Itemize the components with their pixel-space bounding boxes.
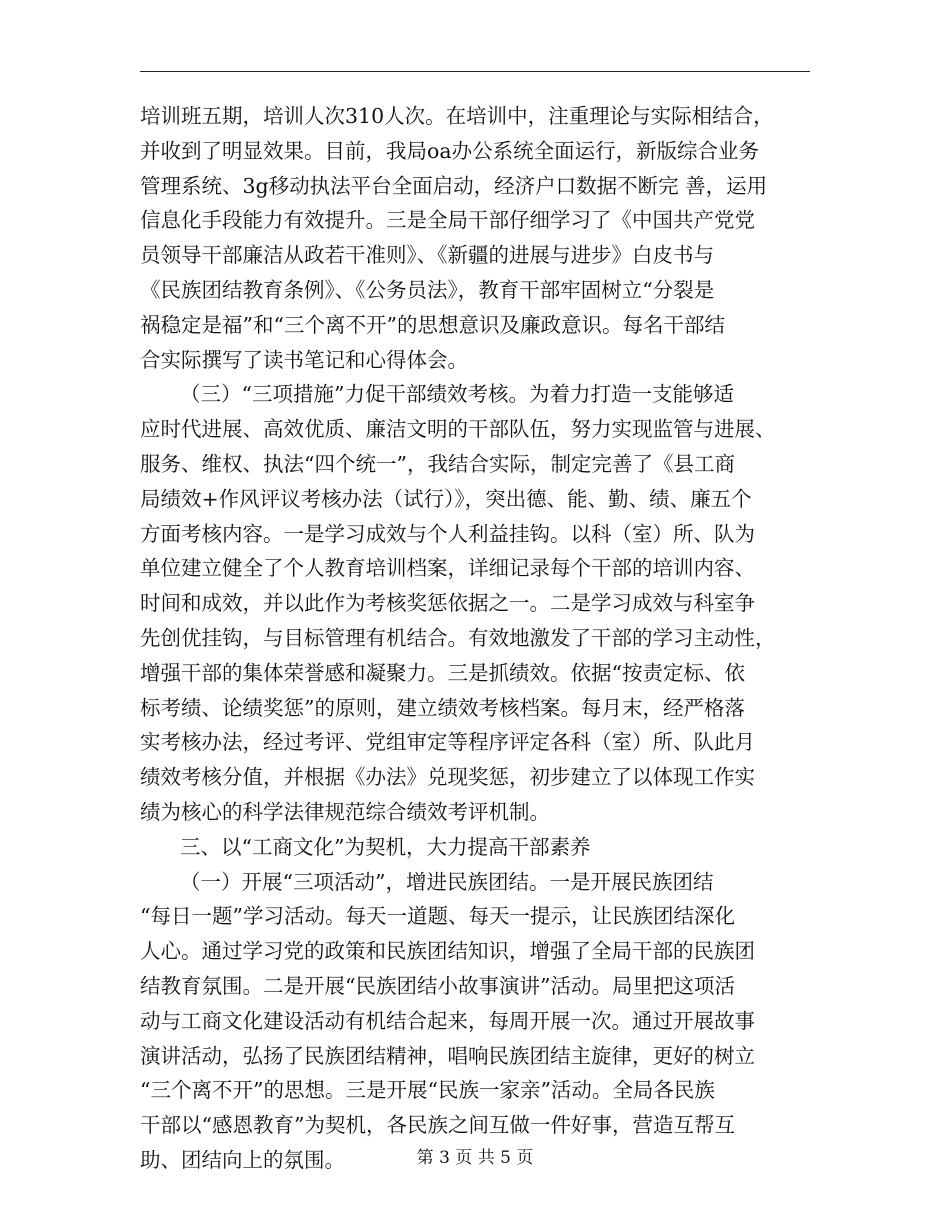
paragraph-heading-line: （三）“三项措施”力促干部绩效考核。为着力打造一支能够适 — [180, 382, 734, 407]
text-line: 《民族团结教育条例》、《公务员法》，教育干部牢固树立“分裂是 — [140, 277, 715, 302]
text-line: 并收到了明显效果。目前，我局oa办公系统全面运行，新版综合业务 — [140, 138, 760, 163]
text-line: 祸稳定是福”和“三个离不开”的思想意识及廉政意识。每名干部结 — [140, 312, 725, 337]
paragraph-heading-line: （一）开展“三项活动”，增进民族团结。一是开展民族团结 — [180, 869, 714, 894]
text-line: 增强干部的集体荣誉感和凝聚力。三是抓绩效。依据“按责定标、依 — [140, 660, 745, 685]
text-line: 助、团结向上的氛围。 — [140, 1147, 345, 1172]
text-line: 时间和成效，并以此作为考核奖惩依据之一。二是学习成效与科室争 — [140, 591, 755, 616]
text-line: 合实际撰写了读书笔记和心得体会。 — [140, 347, 468, 372]
text-line: 培训班五期，培训人次310人次。在培训中，注重理论与实际相结合， — [140, 104, 774, 128]
text-line: “每日一题”学习活动。每天一道题、每天一提示，让民族团结深化 — [140, 904, 735, 929]
document-body — [140, 99, 810, 1178]
text-line: “三个离不开”的思想。三是开展“民族一家亲”活动。全局各民族 — [140, 1078, 715, 1103]
text-line: 绩效考核分值，并根据《办法》兑现奖惩，初步建立了以体现工作实 — [140, 765, 755, 790]
header-rule — [140, 71, 810, 72]
text-line: 结教育氛围。二是开展“民族团结小故事演讲”活动。局里把这项活 — [140, 973, 735, 998]
text-line: 标考绩、论绩奖惩”的原则，建立绩效考核档案。每月末，经严格落 — [140, 695, 745, 720]
text-line: 干部以“感恩教育”为契机，各民族之间互做一件好事，营造互帮互 — [140, 1113, 735, 1138]
page-number-footer: 第 3 页 共 5 页 — [416, 1148, 534, 1168]
text-line: 应时代进展、高效优质、廉洁文明的干部队伍，努力实现监管与进展、 — [140, 417, 776, 442]
text-line: 人心。通过学习党的政策和民族团结知识，增强了全局干部的民族团 — [140, 939, 755, 964]
text-line: 单位建立健全了个人教育培训档案，详细记录每个干部的培训内容、 — [140, 556, 755, 581]
section-heading: 三、以“工商文化”为契机，大力提高干部素养 — [180, 834, 591, 859]
text-line: 动与工商文化建设活动有机结合起来，每周开展一次。通过开展故事 — [140, 1008, 755, 1033]
text-line: 信息化手段能力有效提升。三是全局干部仔细学习了《中国共产党党 — [140, 208, 755, 233]
text-line: 先创优挂钩，与目标管理有机结合。有效地激发了干部的学习主动性， — [140, 625, 776, 650]
text-line: 管理系统、3g移动执法平台全面启动，经济户口数据不断完 善，运用 — [140, 173, 768, 198]
text-line: 绩为核心的科学法律规范综合绩效考评机制。 — [140, 799, 550, 824]
text-line: 员领导干部廉洁从政若干准则》、《新疆的进展与进步》白皮书与 — [140, 243, 714, 268]
text-line: 方面考核内容。一是学习成效与个人利益挂钩。以科（室）所、队为 — [140, 521, 755, 546]
text-line: 演讲活动，弘扬了民族团结精神，唱响民族团结主旋律，更好的树立 — [140, 1043, 755, 1068]
text-line: 服务、维权、执法“四个统一”，我结合实际，制定完善了《县工商 — [140, 451, 735, 476]
text-line: 局绩效+作风评议考核办法（试行）》，突出德、能、勤、绩、廉五个 — [140, 486, 752, 511]
text-line: 实考核办法，经过考评、党组审定等程序评定各科（室）所、队此月 — [140, 730, 755, 755]
